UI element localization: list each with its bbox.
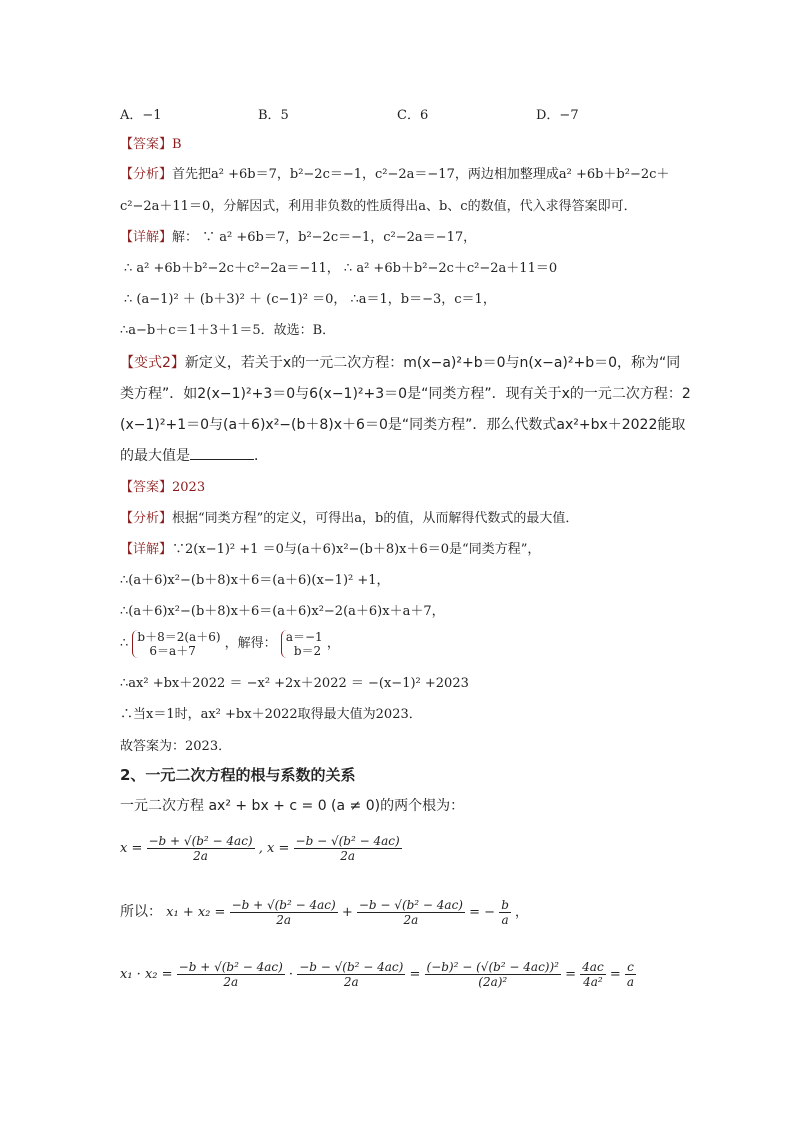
equals-1: =	[409, 967, 421, 982]
q2-detail-2: ∴(a＋6)x²−(b＋8)x＋6＝(a＋6)(x−1)² +1，	[120, 573, 390, 588]
option-c[interactable]: C．6	[397, 108, 429, 123]
root1-fraction	[147, 834, 255, 863]
system-end: ，	[326, 636, 340, 651]
q1-analysis-tag: 【分析】	[120, 167, 173, 182]
q1-detail-tag: 【详解】	[120, 230, 173, 245]
root2-numerator: −b − √(b² − 4ac)	[295, 834, 400, 848]
q2-answer-blank[interactable]	[190, 459, 254, 460]
q1-detail-4: ∴a−b＋c＝1＋3＋1＝5．故选：B．	[120, 323, 336, 338]
x-equals: x =	[120, 841, 143, 856]
q2-text-line-4	[120, 447, 268, 465]
q2-detail-3: ∴(a＋6)x²−(b＋8)x＋6＝(a＋6)x²−2(a＋6)x＋a＋7，	[120, 604, 445, 619]
q2-analysis-line	[120, 510, 578, 528]
system-1	[132, 630, 220, 658]
therefore-symbol: ∴	[120, 636, 129, 651]
q2-answer: 2023	[172, 480, 206, 495]
prod-fraction-2	[297, 960, 405, 989]
equals-3: =	[609, 967, 621, 982]
sum-denominator-1: 2a	[276, 913, 292, 927]
q1-detail-1: 解： ∵ a² +6b＝7，b²−2c＝−1，c²−2a＝−17，	[172, 230, 477, 245]
prod-fraction-3	[425, 960, 561, 989]
q2-text-1: 新定义，若关于x的一元二次方程：m(x−a)²+b＝0与n(x−a)²+b＝0，称为“同	[184, 355, 681, 371]
q1-answer: B	[172, 137, 182, 152]
root2-fraction	[294, 834, 402, 863]
q2-answer-line	[120, 479, 205, 497]
q2-detail-4: ∴ax² +bx＋2022 ＝ −x² +2x＋2022 ＝ −(x−1)² +2023	[120, 676, 469, 691]
q1-answer-tag: 【答案】	[120, 137, 173, 152]
a-denominator-2: a	[626, 975, 635, 989]
system-2-top: a＝−1	[285, 630, 323, 644]
option-b[interactable]: B．5	[258, 108, 289, 123]
b-numerator: b	[501, 898, 509, 912]
q2-text-4-end: ．	[254, 448, 268, 464]
sum-fraction-1	[230, 898, 338, 927]
q1-analysis-line-1	[120, 166, 669, 184]
system-1-bottom: 6＝a＋7	[149, 644, 196, 658]
product-formula	[120, 960, 636, 989]
product-lhs: x₁ · x₂ =	[120, 967, 173, 982]
so-label: 所以：	[120, 904, 162, 920]
q2-text-2: 类方程”．如2(x−1)²+3＝0与6(x−1)²+3＝0是“同类方程”．现有关于x的一元二次方程：2	[120, 386, 691, 402]
comma-x-equals: , x =	[258, 841, 290, 856]
prod-numerator-2: −b − √(b² − 4ac)	[299, 960, 404, 974]
q2-detail-5: ∴当x＝1时，ax² +bx＋2022取得最大值为2023．	[120, 707, 422, 722]
q2-detail-tag: 【详解】	[120, 542, 173, 557]
solve-word: ，解得：	[224, 636, 277, 651]
system-1-top: b＋8＝2(a＋6)	[137, 630, 221, 644]
q1-analysis-2: c²−2a＋11＝0，分解因式，利用非负数的性质得出a、b、c的数值，代入求得答案即可．	[120, 199, 637, 214]
sum-numerator-2: −b − √(b² − 4ac)	[358, 898, 463, 912]
a-denominator: a	[501, 913, 509, 927]
q2-analysis-tag: 【分析】	[120, 511, 173, 526]
q2-detail-line-1	[120, 541, 540, 559]
plus-sign: +	[341, 905, 353, 920]
q2-final: 故答案为：2023．	[120, 739, 232, 754]
system-2	[281, 630, 323, 658]
prod-denominator-1: 2a	[223, 975, 239, 989]
option-a[interactable]: A．−1	[120, 108, 162, 123]
q2-analysis: 根据“同类方程”的定义，可得出a，b的值，从而解得代数式的最大值．	[172, 511, 579, 526]
q2-detail-1: ∵2(x−1)² +1 ＝0与(a＋6)x²−(b＋8)x＋6＝0是“同类方程”，	[172, 542, 541, 557]
q1-answer-line	[120, 136, 182, 154]
prod-denominator-3: (2a)²	[478, 975, 508, 989]
sum-numerator-1: −b + √(b² − 4ac)	[231, 898, 336, 912]
sum-denominator-2: 2a	[403, 913, 419, 927]
q2-system-line	[120, 630, 340, 658]
sum-lhs: x₁ + x₂ =	[166, 905, 226, 920]
equals-2: =	[565, 967, 577, 982]
sum-end: ，	[515, 905, 529, 920]
c-over-a	[625, 960, 636, 989]
q2-text-3: (x−1)²+1＝0与(a＋6)x²−(b＋8)x＋6＝0是“同类方程”．那么代数式ax²+bx＋2022能取	[120, 417, 686, 433]
section-title: 2、一元二次方程的根与系数的关系	[120, 766, 356, 784]
prod-numerator-3: (−b)² − (√(b² − 4ac))²	[426, 960, 559, 974]
roots-formula	[120, 834, 402, 863]
prod-numerator-1: −b + √(b² − 4ac)	[178, 960, 283, 974]
q1-detail-2: ∴ a² +6b＋b²−2c＋c²−2a＝−11， ∴ a² +6b＋b²−2c＋c²−2a＋11＝0	[124, 261, 558, 276]
prod-denominator-2: 2a	[343, 975, 359, 989]
sum-formula	[120, 898, 528, 927]
option-d[interactable]: D．−7	[536, 108, 579, 123]
prod-denominator-4: 4a²	[583, 975, 603, 989]
root1-denominator: 2a	[193, 849, 208, 863]
prod-fraction-4	[580, 960, 606, 989]
sum-rhs: = −	[469, 905, 496, 920]
c-numerator: c	[625, 960, 636, 975]
section-intro: 一元二次方程 ax² + bx + c = 0 (a ≠ 0)的两个根为：	[120, 798, 465, 814]
root2-denominator: 2a	[340, 849, 355, 863]
system-2-bottom: b＝2	[293, 644, 322, 658]
b-over-a	[499, 898, 511, 927]
q2-tag: 【变式2】	[120, 355, 185, 371]
dot-sign: ·	[288, 967, 294, 982]
q2-text-line-1	[120, 354, 680, 372]
sum-fraction-2	[357, 898, 465, 927]
q1-detail-3: ∴ (a−1)² ＋ (b＋3)² ＋ (c−1)² ＝0， ∴a＝1，b＝−3，c＝1，	[124, 292, 496, 307]
q1-detail-line-1	[120, 229, 476, 247]
q2-text-4: 的最大值是	[120, 448, 190, 464]
root1-numerator: −b + √(b² − 4ac)	[148, 834, 253, 848]
prod-numerator-4: 4ac	[582, 960, 604, 974]
prod-fraction-1	[177, 960, 285, 989]
q1-analysis-1: 首先把a² +6b＝7，b²−2c＝−1，c²−2a＝−17，两边相加整理成a² +6b＋b²−2c＋	[172, 167, 670, 182]
q2-answer-tag: 【答案】	[120, 480, 173, 495]
